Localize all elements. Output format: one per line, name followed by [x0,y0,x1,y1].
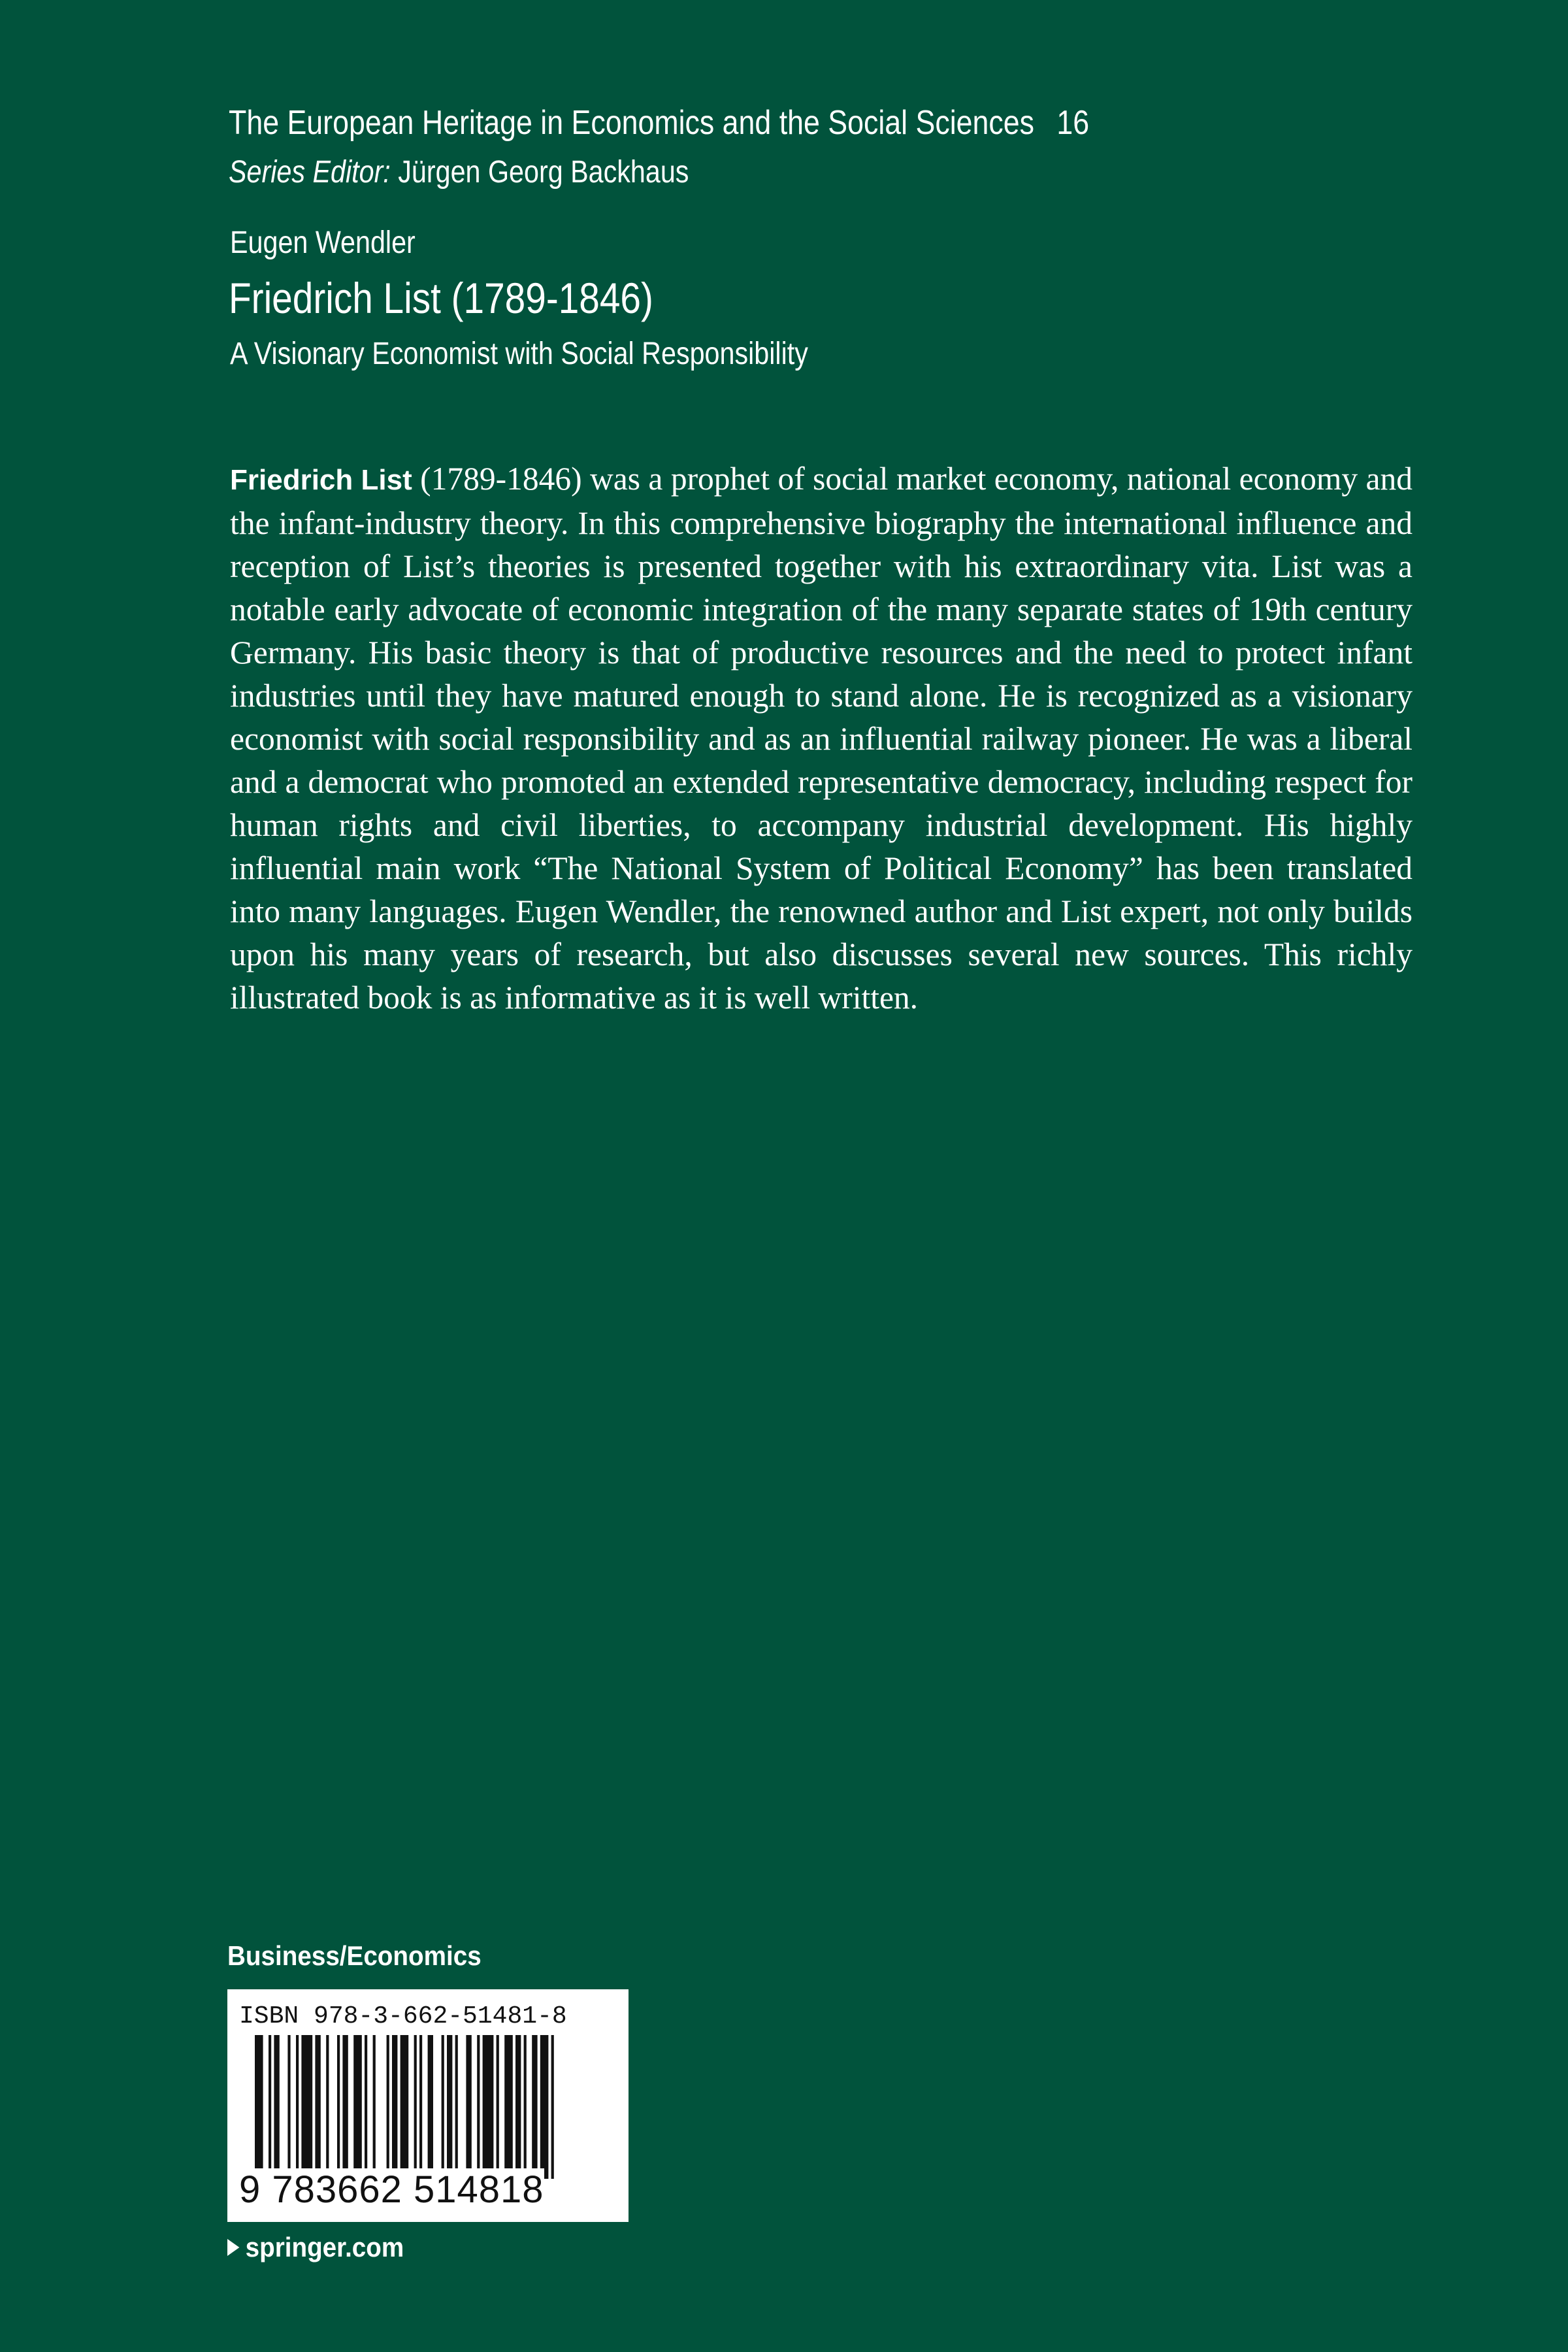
publisher-link[interactable] [227,2231,404,2264]
barcode-bar [387,2035,389,2179]
barcode-bar [274,2035,279,2179]
barcode-bar [447,2035,452,2179]
barcode-bar [287,2035,290,2179]
barcode-bar [337,2035,340,2179]
barcode-bar [326,2035,329,2179]
isbn-number: ISBN 978-3-662-51481-8 [239,2002,567,2030]
isbn-barcode [227,1989,629,2222]
book-title: Friedrich List (1789-1846) [229,274,653,322]
series-number: 16 [1056,104,1090,142]
description-lead: Friedrich List [230,464,412,496]
barcode-bar [497,2035,499,2179]
ean-digits: 9 783662 514818 [239,2168,544,2211]
barcode-bar [483,2035,494,2179]
category-label: Business/Economics [227,1940,482,1971]
barcode-bar [353,2035,362,2179]
barcode-bar [365,2035,367,2179]
barcode-bar [301,2035,312,2179]
book-author: Eugen Wendler [230,225,416,260]
description-body: (1789-1846) was a prophet of social market economy, national economy and the infant-industry theory. In this comprehensive biography the international influence and reception of List’s theories is presented together with his extraordinary vita. List was a notable early advocate of economic integration of the many separate states of 19th century Germany. His basic theory is that of productive resources and the need to protect infant industries until they have matured enough to stand alone. He is recognized as a visionary economist with social responsibility and as an influential railway pioneer. He was a liberal and a democrat who promoted an extended representative democracy, including respect for human rights and civil liberties, to accompany industrial development. His highly influential main work “The National System of Political Economy” has been translated into many languages. Eugen Wendler, the renowned author and List expert, not only builds upon his many years of research, but also discusses several new sources. This richly illustrated book is as informative as it is well written. [230,461,1413,1016]
barcode-bar [400,2035,409,2179]
series-title-text: The European Heritage in Economics and the Social Sciences [229,104,1034,142]
barcode-bar [540,2035,549,2179]
barcode-bar [532,2035,537,2179]
barcode-bar [466,2035,471,2179]
series-editor-label: Series Editor: [229,155,391,190]
barcode-bar [342,2035,348,2179]
book-subtitle: A Visionary Economist with Social Responsibility [230,337,808,371]
barcode-bar [315,2035,320,2179]
book-description [230,457,1413,1019]
barcode-bar [373,2035,376,2179]
barcode-bar [515,2035,521,2179]
barcode-bar [524,2035,527,2179]
barcode-bar [477,2035,480,2179]
series-editor [229,154,689,191]
barcode-bar [428,2035,433,2179]
barcode-bar [392,2035,397,2179]
barcode-bar [442,2035,444,2179]
barcode-bar [455,2035,458,2179]
barcode-bar [419,2035,422,2179]
barcode-bar [255,2035,263,2179]
barcode-bar [504,2035,513,2179]
series-editor-name: Jürgen Georg Backhaus [398,155,689,190]
barcode-bar [551,2035,554,2179]
series-title [229,103,1089,142]
barcode-bar [296,2035,299,2179]
publisher-url[interactable]: springer.com [245,2232,404,2262]
barcode-bar [414,2035,417,2179]
arrow-right-icon [227,2239,239,2256]
barcode-bar [269,2035,271,2179]
